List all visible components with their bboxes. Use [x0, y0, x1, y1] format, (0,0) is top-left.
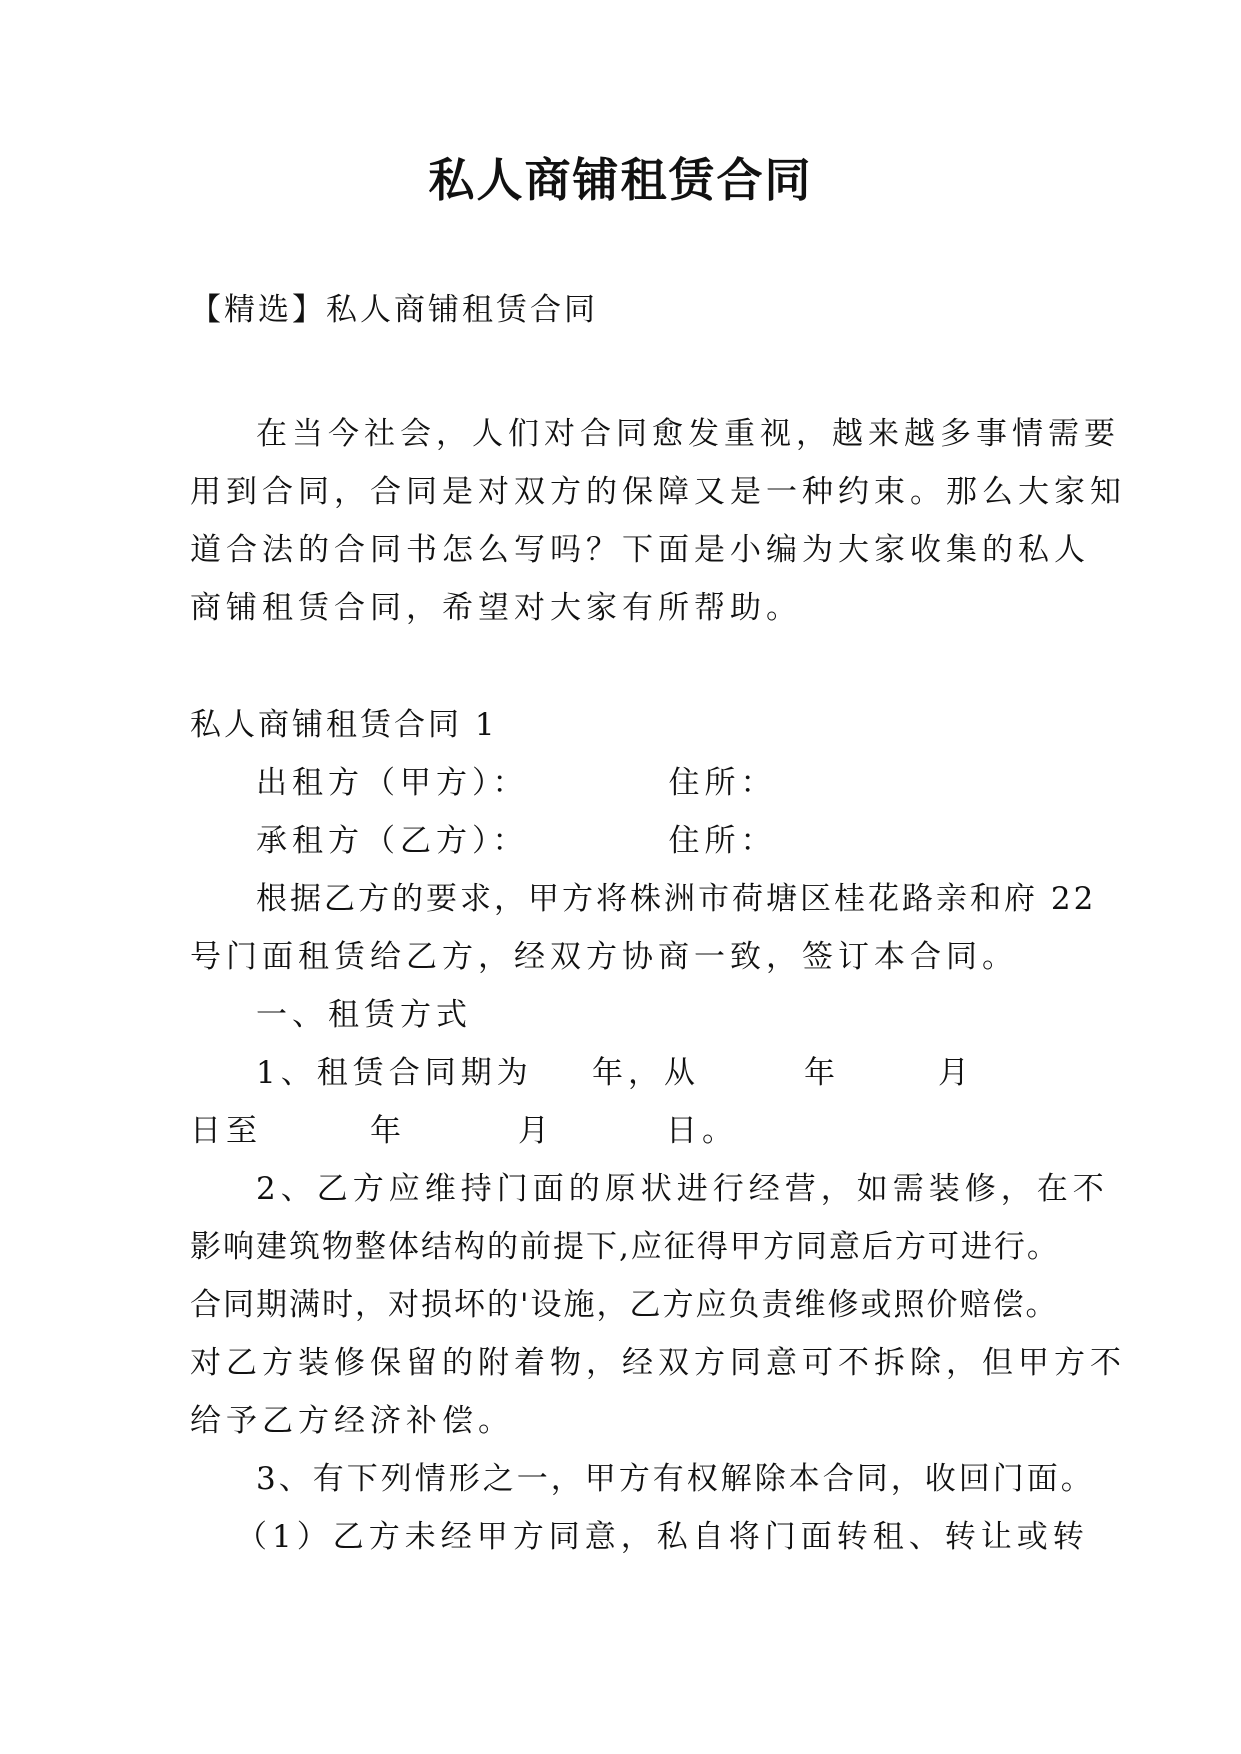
intro-line: 在当今社会，人们对合同愈发重视，越来越多事情需要 — [256, 416, 1120, 452]
termination-item-1 — [190, 1508, 1089, 1566]
term-prefix: 1、租赁合同期为 — [256, 1055, 533, 1091]
party-b-line — [190, 812, 1052, 870]
party-a-line — [190, 754, 1052, 812]
section-1-heading-text: 一、租赁方式 — [256, 997, 472, 1033]
intro-line: 道合法的合同书怎么写吗？下面是小编为大家收集的私人 — [190, 532, 1090, 568]
term-month: 月 — [938, 1055, 974, 1091]
intro-line: 用到合同，合同是对双方的保障又是一种约束。那么大家知 — [190, 474, 1126, 510]
basis-line: 根据乙方的要求，甲方将株洲市荷塘区桂花路亲和府 22 — [256, 881, 1097, 917]
term-end-month: 月 — [518, 1113, 554, 1149]
term-clause — [190, 1044, 1052, 1160]
term-line-2 — [190, 1102, 1052, 1160]
document-title: 私人商铺租赁合同 — [428, 153, 813, 207]
party-a-row — [190, 754, 1052, 812]
term-line-1 — [190, 1044, 1052, 1102]
section-1-heading — [190, 986, 1052, 1044]
party-b-row — [190, 812, 1052, 870]
termination-clause-text: 3、有下列情形之一，甲方有权解除本合同，收回门面。 — [256, 1461, 1095, 1497]
decoration-line: 影响建筑物整体结构的前提下,应征得甲方同意后方可进行。 — [190, 1229, 1060, 1265]
party-a-label: 出租方（甲方）： — [256, 765, 529, 801]
party-a-address-label: 住所： — [668, 765, 777, 801]
basis-paragraph — [190, 870, 1097, 986]
termination-clause — [190, 1450, 1095, 1508]
term-year: 年 — [804, 1055, 840, 1091]
decoration-line: 合同期满时，对损坏的'设施，乙方应负责维修或照价赔偿。 — [190, 1287, 1059, 1323]
party-b-label: 承租方（乙方）： — [256, 823, 529, 859]
term-end-day: 日。 — [666, 1113, 738, 1149]
decoration-line: 对乙方装修保留的附着物，经双方同意可不拆除，但甲方不 — [190, 1345, 1126, 1381]
intro-paragraph — [190, 405, 1126, 637]
basis-line: 号门面租赁给乙方，经双方协商一致，签订本合同。 — [190, 939, 1018, 975]
termination-item-1-text: （1）乙方未经甲方同意，私自将门面转租、转让或转 — [236, 1519, 1089, 1555]
term-day-to: 日至 — [190, 1113, 262, 1149]
contract-heading-text: 私人商铺租赁合同 1 — [190, 707, 498, 743]
decoration-line: 2、乙方应维持门面的原状进行经营，如需装修，在不 — [256, 1171, 1109, 1207]
document-subtitle: 【精选】私人商铺租赁合同 — [190, 292, 598, 328]
intro-line: 商铺租赁合同，希望对大家有所帮助。 — [190, 590, 802, 626]
term-end-year: 年 — [370, 1113, 406, 1149]
party-b-address-label: 住所： — [668, 823, 777, 859]
decoration-line: 给予乙方经济补偿。 — [190, 1403, 514, 1439]
contract-heading — [190, 696, 1052, 754]
decoration-clause — [190, 1160, 1126, 1450]
term-year-from: 年，从 — [592, 1055, 700, 1091]
